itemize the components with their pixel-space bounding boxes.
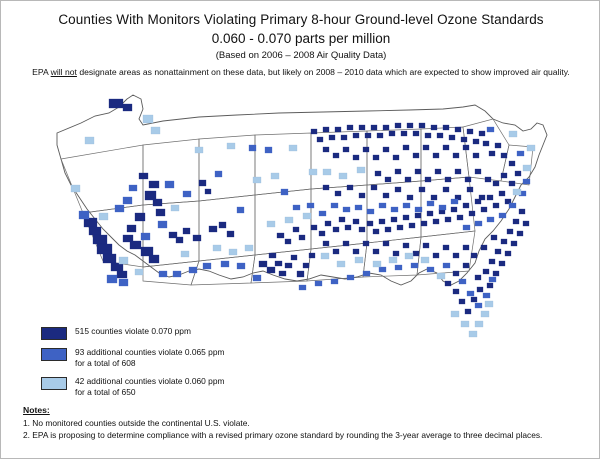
legend-swatch-065 xyxy=(41,348,67,361)
legend-text-070 xyxy=(75,326,191,337)
page-title: Counties With Monitors Violating Primary 8-hour Ground-level Ozone Standards xyxy=(58,12,544,27)
designation-note xyxy=(1,65,600,79)
legend-swatch-070 xyxy=(41,327,67,340)
legend-item xyxy=(41,326,301,340)
legend-line-2: for a total of 608 xyxy=(75,358,136,368)
notes-heading: Notes: xyxy=(23,405,50,415)
note-prefix: EPA xyxy=(32,67,51,77)
notes-block xyxy=(23,405,583,441)
title-block xyxy=(1,11,600,79)
note-emphasis: will not xyxy=(50,67,77,77)
notes-item-1: 1. No monitored counties outside the continental U.S. violate. xyxy=(23,418,250,428)
legend-swatch-060 xyxy=(41,377,67,390)
legend-line-2: for a total of 650 xyxy=(75,387,136,397)
legend-line-1: 93 additional counties violate 0.065 ppm xyxy=(75,347,225,357)
legend-text-065 xyxy=(75,347,224,369)
page-subtitle-value: 0.060 - 0.070 parts per million xyxy=(211,31,391,46)
legend-item xyxy=(41,376,301,398)
legend-line-1: 42 additional counties violate 0.060 ppm xyxy=(75,376,225,386)
legend-item xyxy=(41,347,301,369)
note-suffix: designate areas as nonattainment on these data, but likely on 2008 – 2010 data which are expected to show improved air quality. xyxy=(76,67,570,77)
data-source-label: (Based on 2006 – 2008 Air Quality Data) xyxy=(215,50,387,61)
legend-text-060 xyxy=(75,376,224,398)
map-legend xyxy=(41,326,301,405)
notes-item-2: 2. EPA is proposing to determine compliance with a revised primary ozone standard by rounding the 3-year average to three decimal places. xyxy=(23,430,543,440)
legend-line-1: 515 counties violate 0.070 ppm xyxy=(75,326,191,336)
